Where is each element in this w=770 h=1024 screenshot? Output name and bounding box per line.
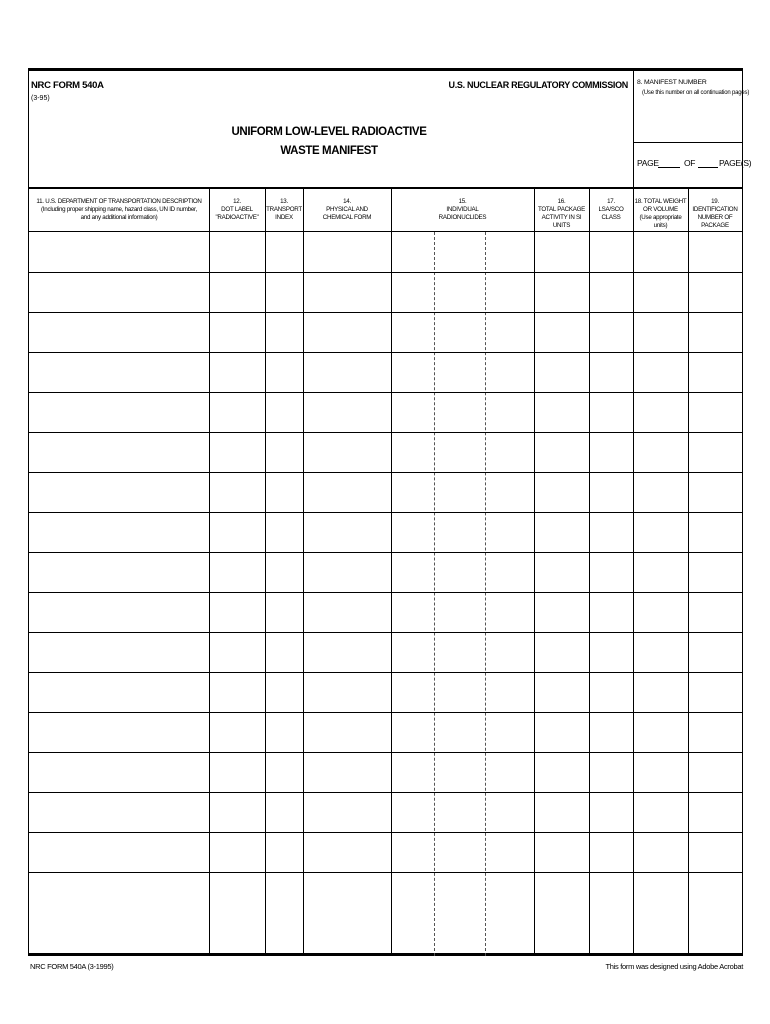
table-cell-dot-label[interactable] <box>210 513 264 551</box>
table-cell-dot-description[interactable] <box>30 313 208 351</box>
table-cell-transport-index[interactable] <box>266 393 302 431</box>
table-cell-total-activity[interactable] <box>535 313 588 351</box>
column-header-line: "RADIOACTIVE" <box>215 214 259 222</box>
column-header-line: INDIVIDUAL <box>446 206 479 214</box>
table-cell-total-weight[interactable] <box>634 353 687 391</box>
table-cell-physical-chemical-form[interactable] <box>304 473 390 511</box>
table-cell-dot-description[interactable] <box>30 353 208 391</box>
table-cell-package-id[interactable] <box>689 313 741 351</box>
table-cell-dot-label[interactable] <box>210 873 264 911</box>
table-cell-total-weight[interactable] <box>634 753 687 791</box>
table-cell-total-weight[interactable] <box>634 513 687 551</box>
column-header-transport-index <box>265 189 303 232</box>
table-cell-lsa-sco-class[interactable] <box>590 753 632 791</box>
table-cell-dot-description[interactable] <box>30 593 208 631</box>
table-cell-radionuclides[interactable] <box>392 473 533 511</box>
table-cell-lsa-sco-class[interactable] <box>590 873 632 911</box>
table-cell-package-id[interactable] <box>689 633 741 671</box>
table-cell-total-activity[interactable] <box>535 833 588 871</box>
column-header-line: 19. IDENTIFICATION <box>692 198 738 214</box>
table-cell-total-activity[interactable] <box>535 353 588 391</box>
column-header-dot-description <box>29 189 209 232</box>
table-cell-radionuclides[interactable] <box>392 393 533 431</box>
table-cell-dot-description[interactable] <box>30 233 208 271</box>
column-header-line: 16. <box>557 198 566 205</box>
table-cell-total-activity[interactable] <box>535 713 588 751</box>
table-cell-radionuclides[interactable] <box>392 793 533 831</box>
table-cell-dot-label[interactable] <box>210 633 264 671</box>
table-cell-dot-label[interactable] <box>210 433 264 471</box>
form-title-line2: WASTE MANIFEST <box>280 145 378 157</box>
column-header-line: INDEX <box>275 214 293 222</box>
footer-form-number: NRC FORM 540A (3-1995) <box>30 962 114 971</box>
table-cell-total-weight[interactable] <box>634 393 687 431</box>
table-cell-package-id[interactable] <box>689 553 741 591</box>
table-cell-package-id[interactable] <box>689 593 741 631</box>
table-cell-physical-chemical-form[interactable] <box>304 353 390 391</box>
table-cell-transport-index[interactable] <box>266 433 302 471</box>
table-cell-total-activity[interactable] <box>535 753 588 791</box>
table-cell-physical-chemical-form[interactable] <box>304 273 390 311</box>
table-cell-physical-chemical-form[interactable] <box>304 593 390 631</box>
table-cell-dot-label[interactable] <box>210 233 264 271</box>
table-cell-dot-description[interactable] <box>30 673 208 711</box>
table-cell-lsa-sco-class[interactable] <box>590 593 632 631</box>
table-cell-package-id[interactable] <box>689 713 741 751</box>
table-cell-physical-chemical-form[interactable] <box>304 433 390 471</box>
table-cell-package-id[interactable] <box>689 233 741 271</box>
table-cell-lsa-sco-class[interactable] <box>590 313 632 351</box>
column-header-line: 14. <box>343 198 351 205</box>
table-cell-lsa-sco-class[interactable] <box>590 393 632 431</box>
table-cell-radionuclides[interactable] <box>392 513 533 551</box>
table-cell-total-activity[interactable] <box>535 393 588 431</box>
table-cell-lsa-sco-class[interactable] <box>590 473 632 511</box>
table-cell-lsa-sco-class[interactable] <box>590 633 632 671</box>
column-header-line: 17. <box>607 198 615 205</box>
table-cell-transport-index[interactable] <box>266 633 302 671</box>
table-cell-transport-index[interactable] <box>266 553 302 591</box>
of-label: OF <box>684 158 696 168</box>
form-number: NRC FORM 540A <box>31 80 104 91</box>
table-cell-radionuclides[interactable] <box>392 673 533 711</box>
table-cell-total-activity[interactable] <box>535 433 588 471</box>
table-cell-total-activity[interactable] <box>535 673 588 711</box>
table-cell-total-weight[interactable] <box>634 713 687 751</box>
manifest-number-label: 8. MANIFEST NUMBER <box>637 79 707 86</box>
column-header-lsa-sco-class <box>589 189 633 232</box>
column-header-total-weight <box>633 189 688 232</box>
page-label: PAGE <box>637 158 659 168</box>
table-cell-dot-description[interactable] <box>30 833 208 871</box>
column-header-line: DOT LABEL <box>221 206 253 214</box>
column-header-line: OR VOLUME <box>643 206 678 214</box>
table-cell-radionuclides[interactable] <box>392 553 533 591</box>
column-header-line: NUMBER OF <box>697 214 733 222</box>
table-cell-total-weight[interactable] <box>634 673 687 711</box>
table-cell-dot-description[interactable] <box>30 633 208 671</box>
column-header-dot-label <box>209 189 265 232</box>
column-header-line: PACKAGE <box>701 222 729 230</box>
table-cell-dot-description[interactable] <box>30 473 208 511</box>
manifest-number-field[interactable] <box>633 71 750 143</box>
table-cell-lsa-sco-class[interactable] <box>590 833 632 871</box>
table-cell-radionuclides[interactable] <box>392 873 533 911</box>
table-cell-transport-index[interactable] <box>266 513 302 551</box>
table-cell-dot-label[interactable] <box>210 713 264 751</box>
table-cell-transport-index[interactable] <box>266 673 302 711</box>
table-cell-physical-chemical-form[interactable] <box>304 673 390 711</box>
table-cell-dot-description[interactable] <box>30 433 208 471</box>
table-cell-physical-chemical-form[interactable] <box>304 753 390 791</box>
column-header-line: (Use appropriate units) <box>639 214 682 230</box>
table-cell-dot-label[interactable] <box>210 473 264 511</box>
table-cell-lsa-sco-class[interactable] <box>590 353 632 391</box>
table-cell-total-activity[interactable] <box>535 633 588 671</box>
table-cell-dot-label[interactable] <box>210 553 264 591</box>
table-cell-physical-chemical-form[interactable] <box>304 393 390 431</box>
form-header <box>29 71 752 189</box>
table-cell-radionuclides[interactable] <box>392 593 533 631</box>
table-cell-total-activity[interactable] <box>535 873 588 911</box>
table-cell-total-activity[interactable] <box>535 553 588 591</box>
table-cell-package-id[interactable] <box>689 513 741 551</box>
column-header-line: 18. TOTAL WEIGHT <box>634 198 687 205</box>
table-cell-dot-description[interactable] <box>30 753 208 791</box>
table-cell-lsa-sco-class[interactable] <box>590 513 632 551</box>
form-revision: (3-95) <box>31 95 50 102</box>
table-cell-package-id[interactable] <box>689 753 741 791</box>
form-title-line1: UNIFORM LOW-LEVEL RADIOACTIVE <box>231 126 427 138</box>
pages-label: PAGE(S) <box>719 158 752 168</box>
column-header-total-activity <box>534 189 589 232</box>
table-cell-total-activity[interactable] <box>535 793 588 831</box>
table-cell-total-activity[interactable] <box>535 513 588 551</box>
table-cell-radionuclides[interactable] <box>392 313 533 351</box>
column-header-line: CLASS <box>601 214 621 222</box>
table-cell-dot-label[interactable] <box>210 313 264 351</box>
table-cell-lsa-sco-class[interactable] <box>590 713 632 751</box>
table-cell-radionuclides[interactable] <box>392 833 533 871</box>
column-header-radionuclides <box>391 189 534 232</box>
table-cell-lsa-sco-class[interactable] <box>590 793 632 831</box>
table-cell-dot-description[interactable] <box>30 273 208 311</box>
column-header-line: LSA/SCO <box>598 206 624 214</box>
table-cell-transport-index[interactable] <box>266 713 302 751</box>
table-cell-dot-description[interactable] <box>30 793 208 831</box>
column-header-line: 15. <box>458 198 467 205</box>
table-cell-dot-description[interactable] <box>30 393 208 431</box>
page-number-field[interactable] <box>658 167 680 168</box>
table-cell-dot-description[interactable] <box>30 513 208 551</box>
manifest-number-note: (Use this number on all continuation pages) <box>642 90 750 96</box>
table-cell-physical-chemical-form[interactable] <box>304 873 390 911</box>
table-cell-lsa-sco-class[interactable] <box>590 673 632 711</box>
table-cell-physical-chemical-form[interactable] <box>304 633 390 671</box>
table-cell-dot-label[interactable] <box>210 593 264 631</box>
table-cell-dot-label[interactable] <box>210 753 264 791</box>
table-cell-total-activity[interactable] <box>535 593 588 631</box>
table-cell-total-activity[interactable] <box>535 273 588 311</box>
table-cell-physical-chemical-form[interactable] <box>304 553 390 591</box>
column-header-physical-chemical-form <box>303 189 391 232</box>
table-cell-package-id[interactable] <box>689 473 741 511</box>
column-header-line: 11. U.S. DEPARTMENT OF TRANSPORTATION DESCRIPTION <box>36 198 202 205</box>
table-cell-transport-index[interactable] <box>266 753 302 791</box>
column-header-package-id <box>688 189 742 232</box>
table-cell-radionuclides[interactable] <box>392 753 533 791</box>
table-cell-transport-index[interactable] <box>266 793 302 831</box>
table-cell-transport-index[interactable] <box>266 313 302 351</box>
table-cell-package-id[interactable] <box>689 833 741 871</box>
column-header-line: 12. <box>233 198 241 205</box>
table-cell-total-weight[interactable] <box>634 313 687 351</box>
table-cell-total-weight[interactable] <box>634 433 687 471</box>
column-header-line: TRANSPORT <box>266 206 302 214</box>
table-cell-total-activity[interactable] <box>535 473 588 511</box>
table-cell-total-weight[interactable] <box>634 273 687 311</box>
agency-name: U.S. NUCLEAR REGULATORY COMMISSION <box>448 80 628 90</box>
table-cell-package-id[interactable] <box>689 353 741 391</box>
column-header-line: PHYSICAL AND <box>326 206 368 214</box>
table-cell-package-id[interactable] <box>689 393 741 431</box>
table-cell-physical-chemical-form[interactable] <box>304 793 390 831</box>
total-pages-field[interactable] <box>698 167 718 168</box>
table-cell-total-activity[interactable] <box>535 233 588 271</box>
table-cell-package-id[interactable] <box>689 793 741 831</box>
table-cell-package-id[interactable] <box>689 673 741 711</box>
table-cell-transport-index[interactable] <box>266 353 302 391</box>
table-cell-dot-label[interactable] <box>210 393 264 431</box>
table-cell-total-weight[interactable] <box>634 233 687 271</box>
table-cell-lsa-sco-class[interactable] <box>590 233 632 271</box>
table-cell-radionuclides[interactable] <box>392 433 533 471</box>
table-cell-total-weight[interactable] <box>634 633 687 671</box>
table-cell-physical-chemical-form[interactable] <box>304 233 390 271</box>
manifest-form <box>28 68 752 956</box>
table-cell-dot-description[interactable] <box>30 553 208 591</box>
table-cell-total-weight[interactable] <box>634 553 687 591</box>
column-header-line: (Including proper shipping name, hazard class, UN ID number, <box>41 206 197 214</box>
table-cell-transport-index[interactable] <box>266 593 302 631</box>
column-header-line: CHEMICAL FORM <box>322 214 372 222</box>
table-cell-dot-label[interactable] <box>210 833 264 871</box>
column-header-line: and any additional information) <box>80 214 158 222</box>
page-count-box <box>633 143 752 187</box>
table-cell-package-id[interactable] <box>689 273 741 311</box>
table-cell-dot-description[interactable] <box>30 713 208 751</box>
table-cell-total-weight[interactable] <box>634 593 687 631</box>
table-cell-dot-label[interactable] <box>210 793 264 831</box>
table-cell-transport-index[interactable] <box>266 233 302 271</box>
table-cell-physical-chemical-form[interactable] <box>304 833 390 871</box>
table-cell-radionuclides[interactable] <box>392 713 533 751</box>
table-cell-physical-chemical-form[interactable] <box>304 513 390 551</box>
table-cell-physical-chemical-form[interactable] <box>304 313 390 351</box>
column-header-line: TOTAL PACKAGE <box>537 206 586 214</box>
column-header-line: 13. <box>280 198 288 205</box>
column-header-line: RADIONUCLIDES <box>438 214 487 222</box>
table-cell-dot-label[interactable] <box>210 673 264 711</box>
table-cell-lsa-sco-class[interactable] <box>590 553 632 591</box>
table-cell-transport-index[interactable] <box>266 873 302 911</box>
table-cell-dot-label[interactable] <box>210 273 264 311</box>
footer-acrobat-note: This form was designed using Adobe Acrobat <box>605 962 743 971</box>
table-cell-lsa-sco-class[interactable] <box>590 273 632 311</box>
table-cell-radionuclides[interactable] <box>392 273 533 311</box>
table-cell-transport-index[interactable] <box>266 473 302 511</box>
table-cell-radionuclides[interactable] <box>392 353 533 391</box>
table-cell-lsa-sco-class[interactable] <box>590 433 632 471</box>
table-cell-total-weight[interactable] <box>634 833 687 871</box>
table-cell-transport-index[interactable] <box>266 833 302 871</box>
table-cell-total-weight[interactable] <box>634 793 687 831</box>
table-cell-transport-index[interactable] <box>266 273 302 311</box>
table-cell-radionuclides[interactable] <box>392 633 533 671</box>
table-cell-package-id[interactable] <box>689 433 741 471</box>
table-cell-package-id[interactable] <box>689 873 741 911</box>
table-cell-total-weight[interactable] <box>634 873 687 911</box>
table-cell-physical-chemical-form[interactable] <box>304 713 390 751</box>
table-cell-dot-label[interactable] <box>210 353 264 391</box>
table-cell-dot-description[interactable] <box>30 873 208 911</box>
table-cell-total-weight[interactable] <box>634 473 687 511</box>
table-cell-radionuclides[interactable] <box>392 233 533 271</box>
column-header-line: ACTIVITY IN SI UNITS <box>541 214 582 230</box>
